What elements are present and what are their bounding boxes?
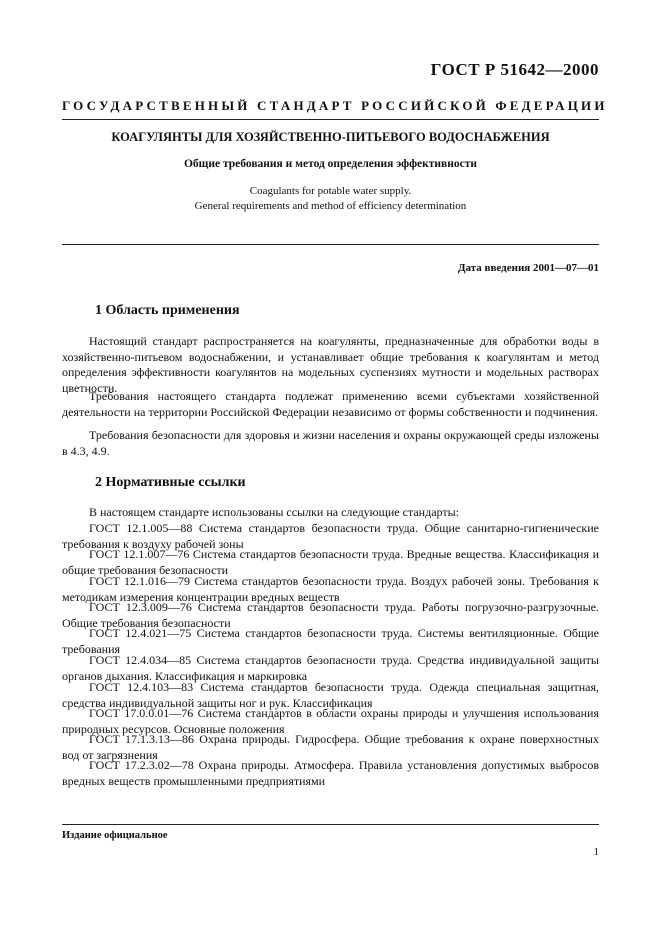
section-1-heading: 1 Область применения	[95, 303, 240, 318]
normative-reference: ГОСТ 12.1.016—79 Система стандартов безопасности труда. Воздух рабочей зоны. Требования к методикам измерения концентрации вредных веществ	[62, 574, 599, 604]
top-rule	[62, 119, 599, 120]
normative-reference: ГОСТ 12.1.007—76 Система стандартов безопасности труда. Вредные вещества. Классификация и общие требования безопасности	[62, 547, 599, 577]
english-title-line-1: Coagulants for potable water supply.	[249, 185, 412, 197]
normative-reference: ГОСТ 17.1.3.13—86 Охрана природы. Гидросфера. Общие требования к охране поверхностных вод от загрязнения	[62, 732, 599, 762]
section-1-paragraph: Требования безопасности для здоровья и жизни населения и охраны окружающей среды изложены в 4.3, 4.9.	[62, 428, 599, 458]
introduction-date: Дата введения 2001—07—01	[457, 262, 599, 274]
section-2-heading: 2 Нормативные ссылки	[95, 475, 246, 490]
gost-number: ГОСТ Р 51642—2000	[430, 60, 599, 79]
section-1-paragraph: Настоящий стандарт распространяется на коагулянты, предназначенные для обработки воды в хозяйственно-питьевом водоснабжении, и устанавливает общие требования к коагулянтам и метод определения эффективности коагулянтов на модельных суспензиях мутности и модельных растворах цветности.	[62, 334, 599, 395]
normative-reference: ГОСТ 12.4.034—85 Система стандартов безопасности труда. Средства индивидуальной защиты органов дыхания. Классификация и маркировка	[62, 653, 599, 683]
normative-reference: ГОСТ 12.1.005—88 Система стандартов безопасности труда. Общие санитарно-гигиенические требования к воздуху рабочей зоны	[62, 521, 599, 551]
normative-reference: ГОСТ 17.2.3.02—78 Охрана природы. Атмосфера. Правила установления допустимых выбросов вредных веществ промышленными предприятиями	[62, 758, 599, 788]
document-title: КОАГУЛЯНТЫ ДЛЯ ХОЗЯЙСТВЕННО-ПИТЬЕВОГО ВОДОСНАБЖЕНИЯ	[111, 130, 550, 144]
normative-reference: ГОСТ 12.4.021—75 Система стандартов безопасности труда. Системы вентиляционные. Общие требования	[62, 626, 599, 656]
footer-rule	[62, 824, 599, 825]
page-number: 1	[593, 846, 599, 858]
state-standard-heading: ГОСУДАРСТВЕННЫЙ СТАНДАРТ РОССИЙСКОЙ ФЕДЕРАЦИИ	[62, 98, 608, 113]
english-title	[62, 184, 599, 214]
normative-reference: ГОСТ 12.3.009—76 Система стандартов безопасности труда. Работы погрузочно-разгрузочные. Общие требования безопасности	[62, 600, 599, 630]
normative-reference: ГОСТ 17.0.0.01—76 Система стандартов в области охраны природы и улучшения использования природных ресурсов. Основные положения	[62, 706, 599, 736]
title-rule	[62, 244, 599, 245]
document-subtitle: Общие требования и метод определения эффективности	[183, 158, 478, 170]
official-edition-label: Издание официальное	[62, 830, 168, 841]
section-2-intro: В настоящем стандарте использованы ссылки на следующие стандарты:	[89, 505, 460, 519]
normative-reference: ГОСТ 12.4.103—83 Система стандартов безопасности труда. Одежда специальная защитная, средства индивидуальной защиты ног и рук. Классификация	[62, 680, 599, 710]
section-1-paragraph: Требования настоящего стандарта подлежат применению всеми субъектами хозяйственной деятельности на территории Российской Федерации независимо от формы собственности и подчинения.	[62, 389, 599, 419]
english-title-line-2: General requirements and method of efficiency determination	[194, 200, 467, 212]
